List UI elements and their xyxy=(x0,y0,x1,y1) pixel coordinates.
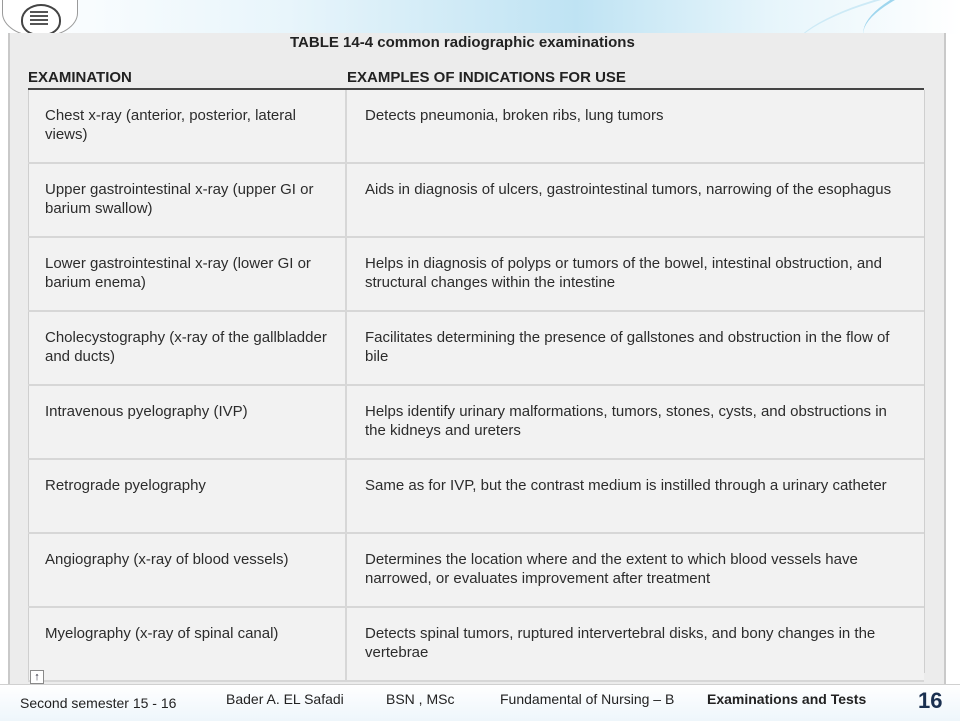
indication-cell: Determines the location where and the extent to which blood vessels have narrowed, or evaluates improvement after treatment xyxy=(347,534,924,606)
exam-cell: Intravenous pyelography (IVP) xyxy=(28,386,347,458)
table-row xyxy=(28,606,924,682)
table-row xyxy=(28,532,924,606)
table-row xyxy=(28,458,924,532)
exam-cell: Chest x-ray (anterior, posterior, lateral views) xyxy=(28,90,347,162)
exam-cell: Upper gastrointestinal x-ray (upper GI or barium swallow) xyxy=(28,164,347,236)
exam-cell: Cholecystography (x-ray of the gallbladder and ducts) xyxy=(28,312,347,384)
footer-credentials: BSN , MSc xyxy=(386,691,455,707)
table-row xyxy=(28,90,924,162)
footer-semester: Second semester 15 - 16 xyxy=(20,695,177,711)
slide-footer xyxy=(0,684,960,721)
table-row xyxy=(28,236,924,310)
table-title: TABLE 14-4 common radiographic examinations xyxy=(290,34,635,51)
up-arrow-icon[interactable]: ↑ xyxy=(30,670,44,684)
indication-cell: Detects pneumonia, broken ribs, lung tumors xyxy=(347,90,924,162)
seal-emblem xyxy=(21,4,61,36)
exam-cell: Angiography (x-ray of blood vessels) xyxy=(28,534,347,606)
indication-cell: Detects spinal tumors, ruptured intervertebral disks, and bony changes in the vertebrae xyxy=(347,608,924,680)
radiographic-exam-table xyxy=(28,90,925,673)
exam-cell: Myelography (x-ray of spinal canal) xyxy=(28,608,347,680)
column-header-indications: EXAMPLES OF INDICATIONS FOR USE xyxy=(347,69,626,86)
header-banner xyxy=(0,0,960,34)
indication-cell: Helps identify urinary malformations, tumors, stones, cysts, and obstructions in the kidneys and ureters xyxy=(347,386,924,458)
exam-cell: Lower gastrointestinal x-ray (lower GI or barium enema) xyxy=(28,238,347,310)
indication-cell: Facilitates determining the presence of gallstones and obstruction in the flow of bile xyxy=(347,312,924,384)
table-row xyxy=(28,310,924,384)
exam-cell: Retrograde pyelography xyxy=(28,460,347,532)
table-row xyxy=(28,162,924,236)
indication-cell: Same as for IVP, but the contrast medium is instilled through a urinary catheter xyxy=(347,460,924,532)
table-row xyxy=(28,384,924,458)
footer-course: Fundamental of Nursing – B xyxy=(500,691,675,707)
indication-cell: Aids in diagnosis of ulcers, gastrointestinal tumors, narrowing of the esophagus xyxy=(347,164,924,236)
column-header-examination: EXAMINATION xyxy=(28,69,132,86)
footer-author: Bader A. EL Safadi xyxy=(226,691,344,707)
slide-number: 16 xyxy=(918,688,943,713)
indication-cell: Helps in diagnosis of polyps or tumors of the bowel, intestinal obstruction, and structural changes within the intestine xyxy=(347,238,924,310)
footer-topic: Examinations and Tests xyxy=(707,691,867,707)
